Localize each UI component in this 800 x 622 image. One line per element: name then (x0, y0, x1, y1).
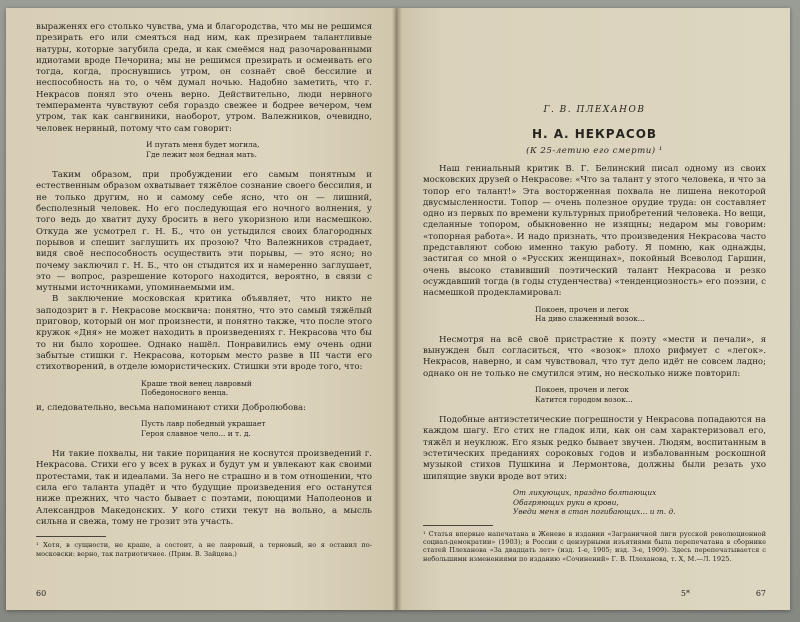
left-page (6, 8, 397, 610)
right-paragraph-1: Наш гениальный критик В. Г. Белинский писал одному из своих московских друзей о Некрасове: «Что за талант у этого человека, и что за топор его талант!» Эта восторженная похвала не лишена некоторой двусмысленности. Топор — очень полезное орудие труда: он составляет одно из первых по времени культурных приобретений человека. Но вещи, сделанные топором, обыкновенно не изящны; недаром мы говорим: «топорная работа». И надо признать, что произведения Некрасова часто представляют собою именно такую работу. Я помню, как однажды, застигая со мной о «Русских женщинах», покойный Всеволод Гаршин, очень высоко ставивший поэтический талант Некрасова и резко осуждавший тогда (в годы студенчества) «тенденциозность» его поэзии, с насмешкой продекламировал: (423, 164, 766, 299)
right-paragraph-2: Несмотря на всё своё пристрастие к поэту «мести и печали», я вынужден был согласиться, что «возок» плохо рифмует с «легок». Некрасов, наверно, и сам чувствовал, что тут дело идёт не совсем ладно; однако он не только не смутился этим, но несколько ниже повторил: (423, 334, 766, 379)
book-spine-shadow (392, 8, 402, 610)
verse-line: От ликующих, праздно болтающих (513, 487, 657, 497)
right-page-number: 67 (755, 589, 766, 598)
verse-line: Пусть лавр победный украшает (141, 418, 266, 428)
article-title: Н. А. НЕКРАСОВ (531, 127, 658, 141)
verse-line: Покоен, прочен и легок (535, 304, 629, 314)
right-text-column (423, 22, 766, 563)
verse-line: Героя славное чело... и т. д. (141, 428, 251, 438)
right-paragraph-3: Подобные антиэстетические погрешности у Некрасова попадаются на каждом шагу. Его стих не гладок или, как он сам характеризовал его, тяжёл и неуклюж. Его язык редко бывает звучен. Людям, воспитанным в эстетических преданиях сороковых годов и избалованным роскошной музыкой стихов Пушкина и Лермонтова, должны были резать ухо шипящие звуки вроде вот этих: (423, 415, 766, 482)
right-footnote: ¹ Статья впервые напечатана в Женеве в издании «Заграничной лиги русской революционной социал-демократии» (1903); в России с цензурными изъятиями была перепечатана в сборнике статей Плеханова «За двадцать лет» (изд. 1-е, 1905; изд. 3-е, 1909). Здесь перепечатывается с небольшими изменениями по изданию «Сочинений» Г. В. Плеханова, т. X, М.—Л. 1925. (423, 529, 766, 563)
left-footnote: ¹ Хотя, в сущности, не краше, а состоит, а не лавровый, а терновый, но я оставил по-московски: верно, так патриотичнее. (Прим. В. Зайцева.) (36, 541, 372, 558)
left-paragraph-3: В заключение московская критика объявляет, что никто не заподозрит в г. Некрасове москвича: понятно, что это самый тяжёлый приговор, который он мог произнести, и понятно также, что после этого кружок «Дня» не может находить в произведениях г. Некрасова что бы то ни было хорошее. Однако нашёл. Понравились ему очень одни забытые стишки г. Некрасова, которым место разве в III части его стихотворений, в отделе юмористических. Стишки эти вроде того, что: (36, 294, 372, 373)
right-verse-1 (535, 305, 766, 324)
footnote-divider (36, 536, 106, 537)
signature-mark: 5* (680, 589, 690, 598)
left-verse-3 (141, 419, 372, 438)
verse-line: И пугать меня будет могила, (146, 139, 260, 149)
verse-line: Краше твой венец лавровый (141, 378, 252, 388)
left-paragraph-1: выраженях его столько чувства, ума и благородства, что мы не решимся презирать его или смеяться над ним, как презираем талантливые натуры, которые загубила среда, и как смеёмся над разочарованными идиотами вроде Печорина; мы не решимся презирать и осмеивать его тогда, когда, проснувшись утром, он сознаёт своё бессилие и неспособность на то, о чём думал ночью. Надобно заметить, что г. Некрасов понял это очень верно. Действительно, люди нервного темперамента чувствуют себя гораздо свежее и бодрее вечером, чем утром, так как сангвиники, наоборот, утром. Валежников, очевидно, человек нервный, потому что сам говорит: (36, 22, 372, 134)
article-subtitle: (К 25-летию его смерти) ¹ (526, 146, 663, 156)
verse-line: Победоносного венца. (141, 388, 229, 398)
verse-line: Покоен, прочен и легок (535, 384, 629, 394)
footnote-divider (423, 525, 493, 526)
left-text-column (36, 22, 372, 558)
verse-line: Где лежит моя бедная мать. (146, 149, 257, 159)
left-paragraph-2: Таким образом, при пробуждении его самым понятным и естественным образом охватывает тяжёлое сознание своего бессилия, и не только другим, но и самому себе ясно, что он — лишний, бесполезный человек. Но его последующая его ночного волнения, у того ведь до хватит духу бросить в него укоризною или насмешкою. Откуда же усмотрел г. Н. Б., что он устыдился своих благородных порывов и спешит заглушить их прозою? Что Валежников страдает, видя своё неспособность осуществить эти порывы, — это ясно; но почему заключил г. Н. Б., что он стыдится их и намеренно заглушает, это — вопрос, разрешение которого находится, вероятно, в связи с мутными источниками, упоминаемыми им. (36, 170, 372, 294)
right-verse-2 (535, 385, 766, 404)
verse-line: Обагряющих руки в крови, (513, 497, 619, 507)
right-page (397, 8, 790, 610)
verse-line: Катится городом возок... (535, 394, 633, 404)
verse-line: Уведи меня в стан погибающих... и т. д. (513, 507, 676, 517)
left-verse-2 (141, 379, 372, 398)
right-verse-3 (513, 488, 766, 517)
left-paragraph-4: и, следовательно, весьма напоминают стихи Добролюбова: (36, 402, 307, 413)
left-paragraph-5: Ни такие похвалы, ни такие порицания не коснутся произведений г. Некрасова. Стихи его у всех в руках и будут ум и увлекают как своими протестами, так и идеалами. За него не страшно и в том отношении, что сила его таланта упадёт и что будущие произведения его останутся ниже прежних, что часто бывает с поэтами, поющими Наполеонов и Александров Македонских. У кого стихи текут на вольно, а мысль сильна и свежа, тому не грозит эта участь. (36, 449, 372, 527)
verse-line: На диво слаженный возок... (535, 314, 645, 324)
left-verse-1 (146, 140, 372, 159)
left-page-number: 60 (36, 589, 47, 598)
article-author: Г. В. ПЛЕХАНОВ (543, 105, 646, 115)
